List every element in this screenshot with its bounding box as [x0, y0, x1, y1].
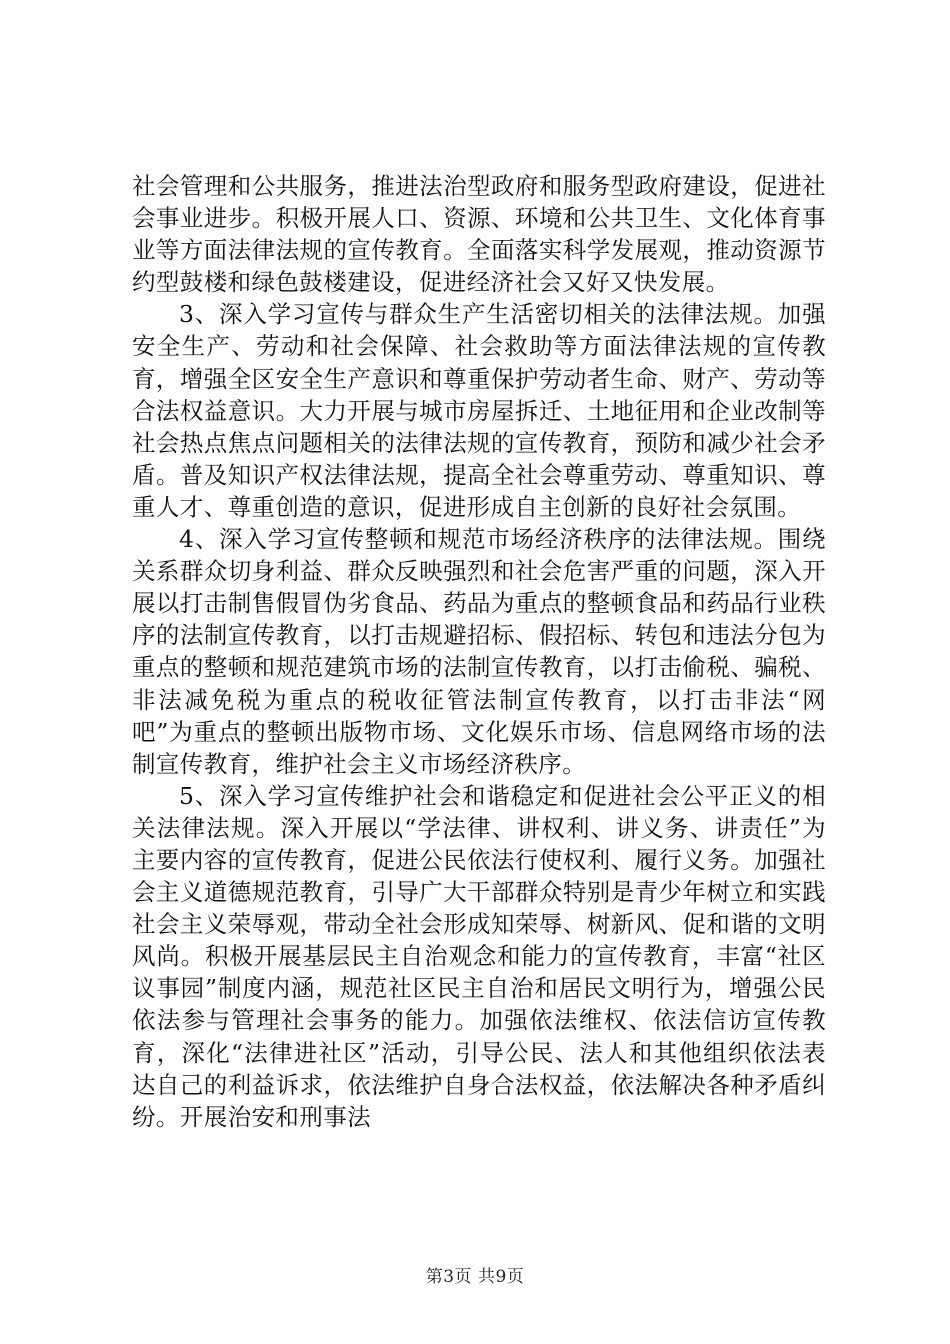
page-number-footer: 第3页 共9页: [425, 1267, 525, 1287]
paragraph-item-5: 5、深入学习宣传维护社会和谐稳定和促进社会公平正义的相关法律法规。深入开展以“学法律、讲权利、讲义务、讲责任”为主要内容的宣传教育，促进公民依法行使权利、履行义务。加强社会主义道德规范教育，引导广大干部群众特别是青少年树立和实践社会主义荣辱观，带动全社会形成知荣辱、树新风、促和谐的文明风尚。积极开展基层民主自治观念和能力的宣传教育，丰富“社区议事园”制度内涵，规范社区民主自治和居民文明行为，增强公民依法参与管理社会事务的能力。加强依法维权、依法信访宣传教育，深化“法律进社区”活动，引导公民、法人和其他组织依法表达自己的利益诉求，依法维护自身合法权益，依法解决各种矛盾纠纷。开展治安和刑事法: [132, 781, 826, 1131]
paragraph-item-4: 4、深入学习宣传整顿和规范市场经济秩序的法律法规。围绕关系群众切身利益、群众反映强烈和社会危害严重的问题，深入开展以打击制售假冒伪劣食品、药品为重点的整顿食品和药品行业秩序的法制宣传教育，以打击规避招标、假招标、转包和违法分包为重点的整顿和规范建筑市场的法制宣传教育，以打击偷税、骗税、非法减免税为重点的税收征管法制宣传教育，以打击非法“网吧”为重点的整顿出版物市场、文化娱乐市场、信息网络市场的法制宣传教育，维护社会主义市场经济秩序。: [132, 525, 826, 778]
paragraph-continuation: 社会管理和公共服务，推进法治型政府和服务型政府建设，促进社会事业进步。积极开展人口、资源、环境和公共卫生、文化体育事业等方面法律法规的宣传教育。全面落实科学发展观，推动资源节约型鼓楼和绿色鼓楼建设，促进经济社会又好又快发展。: [132, 172, 826, 297]
document-body: [132, 170, 826, 1133]
paragraph-item-3: 3、深入学习宣传与群众生产生活密切相关的法律法规。加强安全生产、劳动和社会保障、社会救助等方面法律法规的宣传教育，增强全区安全生产意识和尊重保护劳动者生命、财产、劳动等合法权益意识。大力开展与城市房屋拆迁、土地征用和企业改制等社会热点焦点问题相关的法律法规的宣传教育，预防和减少社会矛盾。普及知识产权法律法规，提高全社会尊重劳动、尊重知识、尊重人才、尊重创造的意识，促进形成自主创新的良好社会氛围。: [132, 300, 826, 521]
